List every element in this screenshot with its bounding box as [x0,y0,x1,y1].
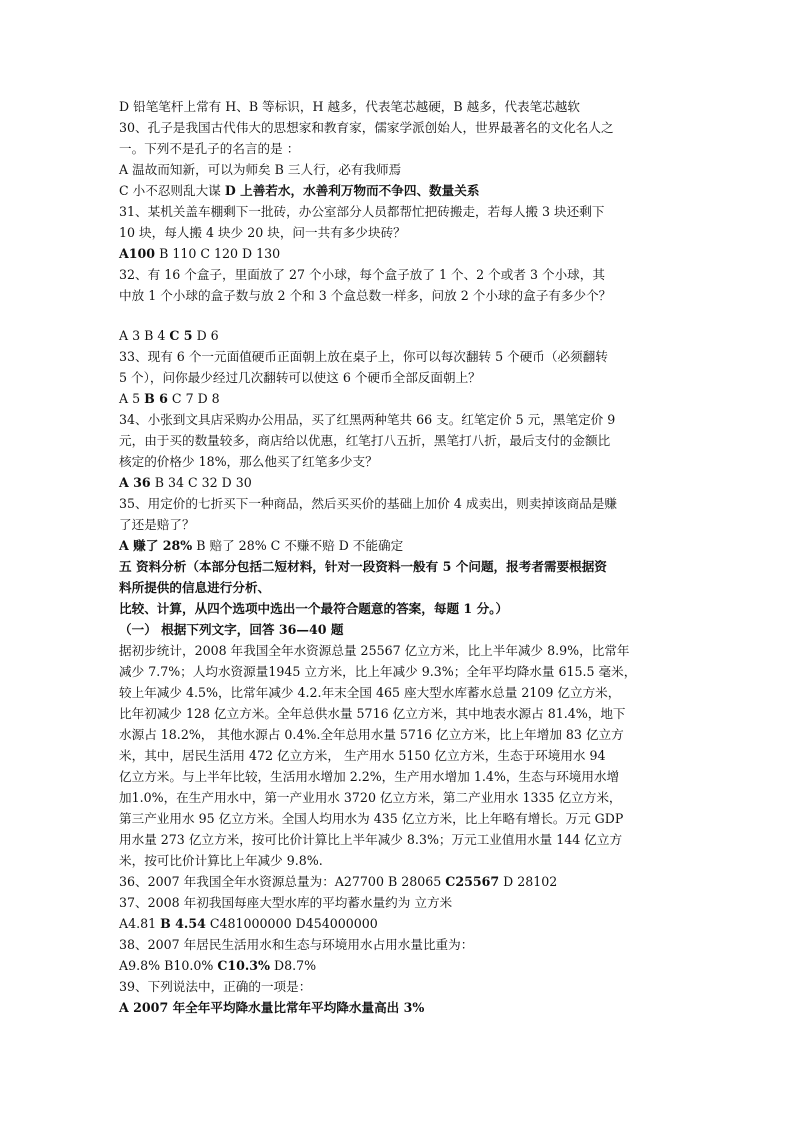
text-line [119,640,679,661]
text-run: A9.8% B10.0% [119,958,218,973]
text-run: B 34 C 32 D 30 [150,475,252,490]
bold-text: C10.3% [217,958,271,973]
bold-text: 比较、计算，从四个选项中选出一个最符合题意的答案，每题 1 分。） [119,601,509,616]
text-line [119,829,679,850]
text-run: 比年初减少 128 亿立方米。全年总供水量 5716 亿立方米，其中地表水源占 81.4%，地下 [119,706,626,721]
text-line [119,430,679,451]
text-line [119,346,679,367]
bold-text: D 上善若水，水善利万物而不争 [224,183,404,198]
text-run: 31、某机关盖车棚剩下一批砖，办公室部分人员都帮忙把砖搬走，若每人搬 3 块还剩下 [119,204,605,219]
text-run: C 7 D 8 [167,391,220,406]
bold-text: C25567 [445,874,500,889]
text-line [119,661,679,682]
text-run: 用水量 273 亿立方米，按可比价计算比上半年减少 8.3%；万元工业值用水量 144 亿立方 [119,832,623,847]
bold-text: 四、数量关系 [403,183,480,198]
text-line [119,388,679,409]
text-run: 亿立方米。与上半年比较，生活用水增加 2.2%，生产用水增加 1.4%，生态与环境用水增 [119,769,620,784]
text-run: A4.81 [119,916,161,931]
text-line [119,117,679,138]
text-run: 30、孔子是我国古代伟大的思想家和教育家，儒家学派创始人，世界最著名的文化名人之 [119,120,614,135]
text-run: B 110 C 120 D 130 [155,246,281,261]
text-run: 39、下列说法中，正确的一项是： [119,979,312,994]
text-line [119,619,679,640]
text-run: A 温故而知新，可以为师矣 B 三人行，必有我师焉 [119,162,402,177]
text-line [119,703,679,724]
text-line [119,997,679,1018]
bold-text: B 6 [144,391,168,406]
text-run: 据初步统计，2008 年我国全年水资源总量 25567 亿立方米，比上半年减少 8.9%，比常年 [119,643,630,658]
text-run: 36、2007 年我国全年水资源总量为：A27700 B 28065 [119,874,446,889]
text-line [119,451,679,472]
text-line [119,222,679,243]
text-line [119,724,679,745]
text-run: 35、用定价的七折买下一种商品，然后买买价的基础上加价 4 成卖出，则卖掉该商品是赚 [119,496,618,511]
text-line [119,535,679,556]
text-line [119,682,679,703]
text-line [119,243,679,264]
text-run: 第三产业用水 95 亿立方米。全国人均用水为 435 亿立方米，比上年略有增长。万元 GDP [119,811,624,826]
text-line [119,955,679,976]
text-line [119,201,679,222]
text-run: 中放 1 个小球的盒子数与放 2 个和 3 个盒总数一样多，问放 2 个小球的盒子有多少个？ [119,288,612,303]
text-line [119,325,679,346]
text-line [119,871,679,892]
text-run: 减少 7.7%；人均水资源量1945 立方米，比上年减少 9.3%；全年平均降水量 615.5 毫米， [119,664,637,679]
text-run: 元，由于买的数量较多，商店给以优惠，红笔打八五折，黑笔打八折，最后支付的金额比 [119,433,611,448]
text-line [119,766,679,787]
text-line [119,934,679,955]
text-run: A 5 [119,391,145,406]
text-line [119,180,679,201]
text-line [119,787,679,808]
text-line [119,577,679,598]
text-run: D 6 [192,328,219,343]
text-line [119,514,679,535]
text-run: 较上年减少 4.5%，比常年减少 4.2.年末全国 465 座大型水库蓄水总量 2109 亿立方米， [119,685,621,700]
text-line [119,850,679,871]
text-line [119,138,679,159]
text-line [119,96,679,117]
text-run: D 铅笔笔杆上常有 H、B 等标识，H 越多，代表笔芯越硬，B 越多，代表笔芯越软 [119,99,580,114]
text-line [119,976,679,997]
text-line [119,598,679,619]
bold-text: 料所提供的信息进行分析、 [119,580,271,595]
text-line [119,556,679,577]
text-run: 了还是赔了？ [119,517,195,532]
text-run: 38、2007 年居民生活用水和生态与环境用水占用水量比重为： [119,937,474,952]
text-run: 32、有 16 个盒子，里面放了 27 个小球，每个盒子放了 1 个、2 个或者 3 个小球，其 [119,267,605,282]
text-line [119,264,679,285]
text-run: 5 个），问你最少经过几次翻转可以使这 6 个硬币全部反面朝上？ [119,370,481,385]
bold-text: A 36 [119,475,151,490]
bold-text: C 5 [169,328,193,343]
text-line [119,745,679,766]
text-run: 水源占 18.2%， 其他水源占 0.4%.全年总用水量 5716 亿立方米，比上年增加 83 亿立方 [119,727,624,742]
text-line [119,913,679,934]
text-run: C481000000 D454000000 [205,916,378,931]
text-line [119,367,679,388]
blank-line [119,306,679,325]
text-run: B 赔了 28% C 不赚不赔 D 不能确定 [192,538,404,553]
document-page [119,96,679,1018]
text-run: 加1.0%，在生产用水中，第一产业用水 3720 亿立方米，第二产业用水 1335 亿立方米， [119,790,622,805]
text-run: 37、2008 年初我国每座大型水库的平均蓄水量约为 立方米 [119,895,453,910]
bold-text: B 4.54 [160,916,206,931]
text-line [119,808,679,829]
text-line [119,472,679,493]
bold-text: 五 资料分析（本部分包括二短材料，针对一段资料一般有 5 个问题，报考者需要根据资 [119,559,607,574]
text-run: 米，其中，居民生活用 472 亿立方米， 生产用水 5150 亿立方米，生态于环境用水 94 [119,748,606,763]
text-run: C 小不忍则乱大谋 [119,183,225,198]
text-run: 米，按可比价计算比上年减少 9.8%. [119,853,323,868]
text-run: 10 块，每人搬 4 块少 20 块，问一共有多少块砖？ [119,225,406,240]
text-line [119,159,679,180]
bold-text: （一） 根据下列文字，回答 36—40 题 [119,622,344,637]
bold-text: A100 [119,246,156,261]
text-line [119,285,679,306]
text-run: 核定的价格少 18%，那么他买了红笔多少支？ [119,454,378,469]
text-run: 一。下列不是孔子的名言的是 ： [119,141,300,156]
bold-text: A 2007 年全年平均降水量比常年平均降水量高出 3% [119,1000,425,1015]
text-run: D8.7% [270,958,317,973]
text-run: 33、现有 6 个一元面值硬币正面朝上放在桌子上，你可以每次翻转 5 个硬币（必须翻转 [119,349,608,364]
text-line [119,409,679,430]
text-line [119,892,679,913]
text-run: A 3 B 4 [119,328,170,343]
text-run: 34、小张到文具店采购办公用品，买了红黑两种笔共 66 支。红笔定价 5 元，黑笔定价 9 [119,412,616,427]
bold-text: A 赚了 28% [119,538,193,553]
text-run: D 28102 [499,874,558,889]
text-line [119,493,679,514]
